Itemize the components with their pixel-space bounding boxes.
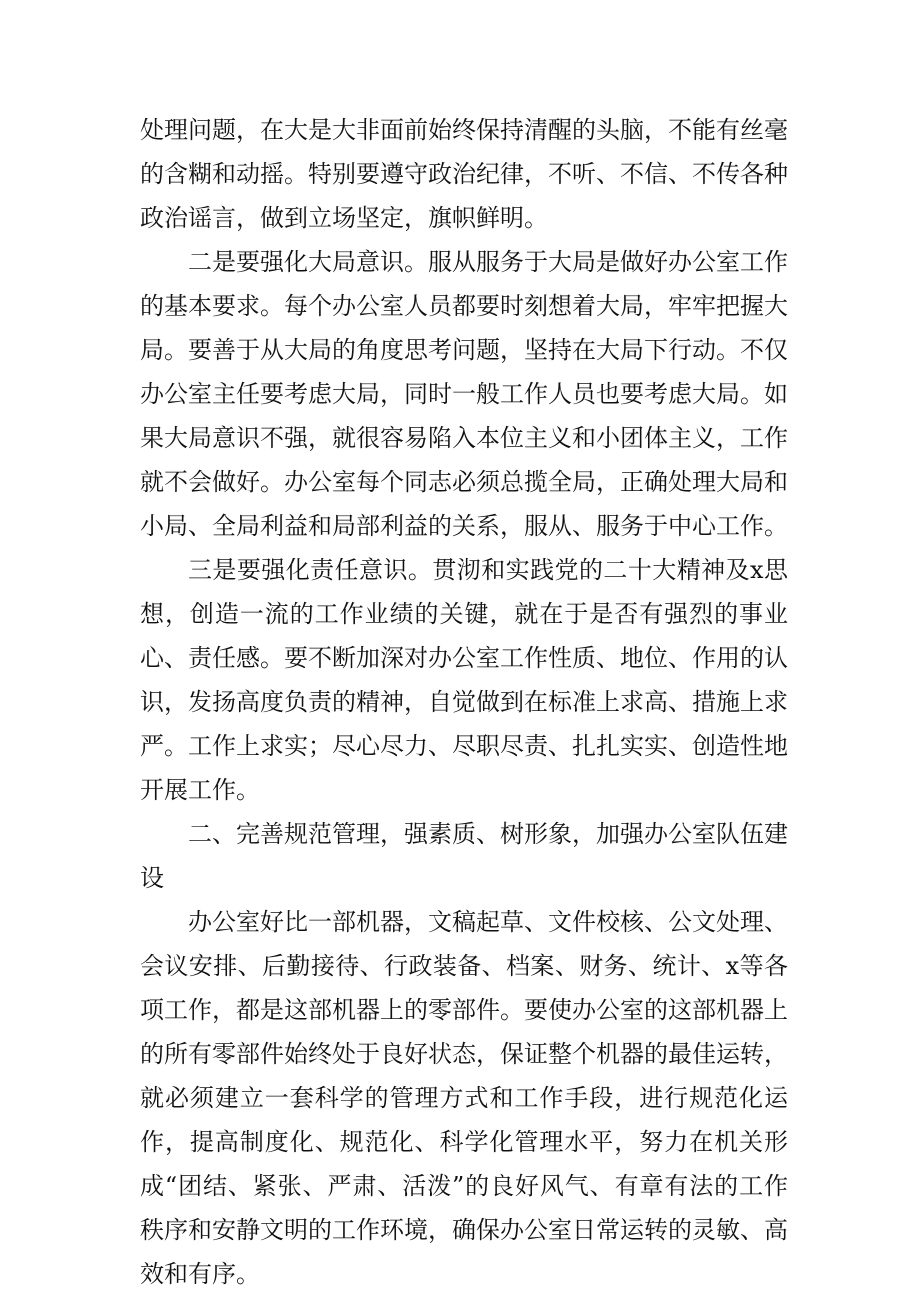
document-page <box>140 108 788 1296</box>
section-heading: 二、完善规范管理，强素质、树形象，加强办公室队伍建设 <box>140 820 788 892</box>
paragraph-1: 处理问题，在大是大非面前始终保持清醒的头脑，不能有丝毫的含糊和动摇。特别要遵守政治纪律，不听、不信、不传各种政治谣言，做到立场坚定，旗帜鲜明。 <box>140 116 788 232</box>
paragraph-2: 二是要强化大局意识。服从服务于大局是做好办公室工作的基本要求。每个办公室人员都要时刻想着大局，牢牢把握大局。要善于从大局的角度思考问题，坚持在大局下行动。不仅办公室主任要考虑大局，同时一般工作人员也要考虑大局。如果大局意识不强，就很容易陷入本位主义和小团体主义，工作就不会做好。办公室每个同志必须总揽全局，正确处理大局和小局、全局利益和局部利益的关系，服从、服务于中心工作。 <box>140 248 788 540</box>
paragraph-3: 三是要强化责任意识。贯沏和实践党的二十大精神及x思想，创造一流的工作业绩的关键，就在于是否有强烈的事业心、责任感。要不断加深对办公室工作性质、地位、作用的认识，发扬高度负责的精神，自觉做到在标准上求高、措施上求严。工作上求实；尽心尽力、尽职尽责、扎扎实实、创造性地开展工作。 <box>140 556 788 804</box>
paragraph-4: 办公室好比一部机器，文稿起草、文件校核、公文处理、会议安排、后勤接待、行政装备、档案、财务、统计、x等各项工作，都是这部机器上的零部件。要使办公室的这部机器上的所有零部件始终处于良好状态，保证整个机器的最佳运转，就必须建立一套科学的管理方式和工作手段，进行规范化运作，提高制度化、规范化、科学化管理水平，努力在机关形成“团结、紧张、严肃、活泼”的良好风气、有章有法的工作秩序和安静文明的工作环境，确保办公室日常运转的灵敏、高效和有序。 <box>140 908 788 1288</box>
